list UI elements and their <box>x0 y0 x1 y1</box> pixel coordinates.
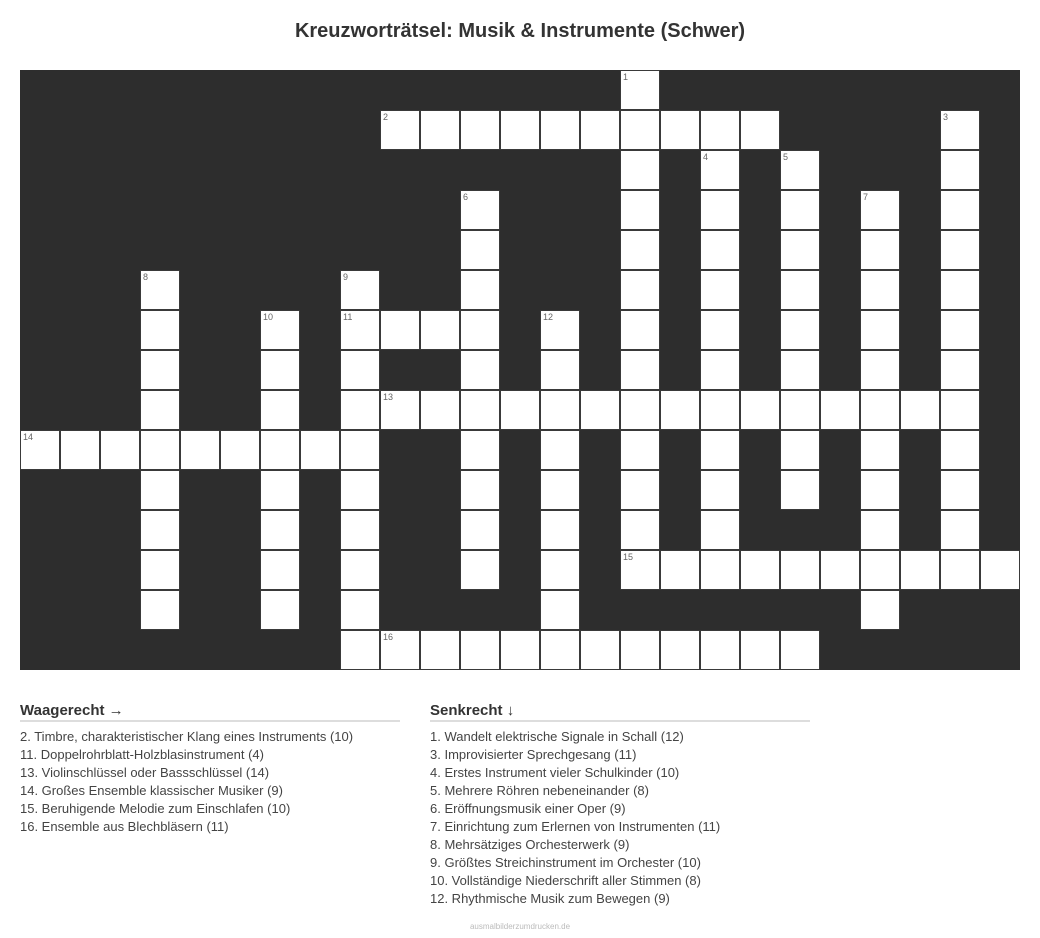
grid-cell[interactable] <box>780 390 820 430</box>
grid-cell[interactable] <box>940 350 980 390</box>
grid-cell[interactable] <box>380 630 420 670</box>
clue-item: 8. Mehrsätziges Orchesterwerk (9) <box>430 837 630 852</box>
clue-item: 1. Wandelt elektrische Signale in Schall (12) <box>430 729 684 744</box>
grid-cell[interactable] <box>260 430 300 470</box>
grid-cell[interactable] <box>340 550 380 590</box>
grid-cell[interactable] <box>700 550 740 590</box>
grid-cell[interactable] <box>540 550 580 590</box>
grid-cell[interactable] <box>620 150 660 190</box>
grid-cell[interactable] <box>860 550 900 590</box>
grid-cell[interactable] <box>780 630 820 670</box>
grid-cell[interactable] <box>700 190 740 230</box>
grid-cell[interactable] <box>260 350 300 390</box>
grid-cell[interactable] <box>700 150 740 190</box>
grid-cell[interactable] <box>460 230 500 270</box>
grid-cell[interactable] <box>260 390 300 430</box>
grid-cell[interactable] <box>860 390 900 430</box>
clue-number: 4 <box>703 152 709 162</box>
grid-cell[interactable] <box>340 310 380 350</box>
grid-cell[interactable] <box>460 470 500 510</box>
grid-cell[interactable] <box>460 270 500 310</box>
grid-cell[interactable] <box>940 110 980 150</box>
clue-item: 7. Einrichtung zum Erlernen von Instrumenten (11) <box>430 819 721 834</box>
across-clue-list <box>20 728 400 836</box>
grid-cell[interactable] <box>940 390 980 430</box>
grid-cell[interactable] <box>260 510 300 550</box>
grid-cell[interactable] <box>420 110 460 150</box>
grid-cell[interactable] <box>940 190 980 230</box>
grid-cell[interactable] <box>820 390 860 430</box>
clue-item: 5. Mehrere Röhren nebeneinander (8) <box>430 783 649 798</box>
grid-cell[interactable] <box>820 550 860 590</box>
grid-cell[interactable] <box>780 150 820 190</box>
down-clues <box>430 702 810 908</box>
grid-cell[interactable] <box>780 270 820 310</box>
grid-cell[interactable] <box>780 190 820 230</box>
grid-cell[interactable] <box>700 110 740 150</box>
grid-cell[interactable] <box>540 310 580 350</box>
grid-cell[interactable] <box>620 510 660 550</box>
grid-cell[interactable] <box>700 430 740 470</box>
grid-cell[interactable] <box>700 350 740 390</box>
grid-cell[interactable] <box>100 430 140 470</box>
grid-cell[interactable] <box>620 390 660 430</box>
grid-cell[interactable] <box>60 430 100 470</box>
clue-number: 3 <box>943 112 949 122</box>
grid-cell[interactable] <box>460 350 500 390</box>
grid-cell[interactable] <box>420 310 460 350</box>
grid-cell[interactable] <box>420 630 460 670</box>
grid-cell[interactable] <box>700 630 740 670</box>
puzzle-title: Kreuzworträtsel: Musik & Instrumente (Schwer) <box>294 20 746 42</box>
grid-cell[interactable] <box>860 590 900 630</box>
clue-number: 8 <box>143 272 149 282</box>
grid-cell[interactable] <box>540 510 580 550</box>
grid-cell[interactable] <box>260 590 300 630</box>
grid-cell[interactable] <box>580 390 620 430</box>
grid-cell[interactable] <box>340 390 380 430</box>
grid-cell[interactable] <box>540 350 580 390</box>
grid-cell[interactable] <box>740 550 780 590</box>
grid-cell[interactable] <box>340 270 380 310</box>
grid-cell[interactable] <box>140 430 180 470</box>
grid-cell[interactable] <box>420 390 460 430</box>
grid-cell[interactable] <box>860 270 900 310</box>
grid-cell[interactable] <box>460 390 500 430</box>
grid-cell[interactable] <box>780 310 820 350</box>
clue-item: 10. Vollständige Niederschrift aller Stimmen (8) <box>430 873 701 888</box>
grid-cell[interactable] <box>860 470 900 510</box>
footer-credit: ausmalbilderzumdrucken.de <box>469 922 571 931</box>
clue-item: 15. Beruhigende Melodie zum Einschlafen (10) <box>20 801 291 816</box>
grid-cell[interactable] <box>940 150 980 190</box>
grid-cell[interactable] <box>700 230 740 270</box>
grid-cell[interactable] <box>220 430 260 470</box>
grid-cell[interactable] <box>620 190 660 230</box>
grid-cell[interactable] <box>940 430 980 470</box>
grid-cell[interactable] <box>700 270 740 310</box>
grid-cell[interactable] <box>660 110 700 150</box>
clue-number: 1 <box>623 72 629 82</box>
grid-cell[interactable] <box>980 550 1020 590</box>
clue-item: 14. Großes Ensemble klassischer Musiker (9) <box>20 783 283 798</box>
grid-cell[interactable] <box>380 390 420 430</box>
down-heading: Senkrecht ↓ <box>430 702 810 722</box>
grid-cell[interactable] <box>580 630 620 670</box>
grid-cell[interactable] <box>540 630 580 670</box>
grid-cell[interactable] <box>700 470 740 510</box>
grid-cell[interactable] <box>780 350 820 390</box>
grid-cell[interactable] <box>940 510 980 550</box>
grid-cell[interactable] <box>740 110 780 150</box>
grid-cell[interactable] <box>940 230 980 270</box>
grid-cell[interactable] <box>140 550 180 590</box>
clue-item: 2. Timbre, charakteristischer Klang eines Instruments (10) <box>20 729 354 744</box>
grid-cell[interactable] <box>700 390 740 430</box>
grid-cell[interactable] <box>500 630 540 670</box>
grid-cell[interactable] <box>900 390 940 430</box>
grid-cell[interactable] <box>260 550 300 590</box>
grid-cell[interactable] <box>540 430 580 470</box>
grid-cell[interactable] <box>140 310 180 350</box>
grid-cell[interactable] <box>140 270 180 310</box>
grid-cell[interactable] <box>540 590 580 630</box>
grid-cell[interactable] <box>340 430 380 470</box>
clue-item: 13. Violinschlüssel oder Bassschlüssel (14) <box>20 765 270 780</box>
clue-number: 2 <box>383 112 389 122</box>
clue-number: 14 <box>23 432 34 442</box>
grid-cell[interactable] <box>700 310 740 350</box>
grid-cell[interactable] <box>500 390 540 430</box>
grid-cell[interactable] <box>540 390 580 430</box>
grid-cell[interactable] <box>460 110 500 150</box>
grid-cell[interactable] <box>460 430 500 470</box>
clue-number: 9 <box>343 272 349 282</box>
clue-number: 6 <box>463 192 469 202</box>
grid-cell[interactable] <box>620 350 660 390</box>
clue-number: 12 <box>543 312 554 322</box>
grid-cell[interactable] <box>140 510 180 550</box>
clue-number: 7 <box>863 192 869 202</box>
clue-number: 11 <box>343 312 353 322</box>
grid-cell[interactable] <box>140 390 180 430</box>
grid-cell[interactable] <box>940 310 980 350</box>
grid-cell[interactable] <box>860 230 900 270</box>
clue-number: 10 <box>263 312 274 322</box>
grid-cell[interactable] <box>620 550 660 590</box>
grid-cell[interactable] <box>260 470 300 510</box>
clue-number: 15 <box>623 552 634 562</box>
grid-cell[interactable] <box>620 230 660 270</box>
grid-cell[interactable] <box>140 590 180 630</box>
grid-cell[interactable] <box>340 470 380 510</box>
clue-item: 4. Erstes Instrument vieler Schulkinder (10) <box>430 765 680 780</box>
grid-cell[interactable] <box>780 550 820 590</box>
across-heading: Waagerecht → <box>20 702 400 722</box>
grid-cell[interactable] <box>540 110 580 150</box>
crossword-grid <box>20 70 1020 670</box>
grid-cell[interactable] <box>900 550 940 590</box>
grid-cell[interactable] <box>300 430 340 470</box>
clue-number: 16 <box>383 632 394 642</box>
grid-cell[interactable] <box>940 550 980 590</box>
grid-cell[interactable] <box>860 510 900 550</box>
grid-cell[interactable] <box>380 110 420 150</box>
grid-cell[interactable] <box>460 510 500 550</box>
grid-cell[interactable] <box>780 470 820 510</box>
grid-cell[interactable] <box>460 190 500 230</box>
clue-item: 12. Rhythmische Musik zum Bewegen (9) <box>430 891 670 906</box>
grid-cell[interactable] <box>620 110 660 150</box>
grid-cell[interactable] <box>380 310 420 350</box>
grid-cell[interactable] <box>780 430 820 470</box>
grid-cell[interactable] <box>940 470 980 510</box>
grid-cell[interactable] <box>460 550 500 590</box>
grid-cell[interactable] <box>580 110 620 150</box>
clue-item: 9. Größtes Streichinstrument im Orchester (10) <box>430 855 701 870</box>
grid-cell[interactable] <box>700 510 740 550</box>
clue-number: 5 <box>783 152 789 162</box>
grid-cell[interactable] <box>460 310 500 350</box>
clue-number: 13 <box>383 392 394 402</box>
grid-cell[interactable] <box>620 630 660 670</box>
grid-cell[interactable] <box>660 390 700 430</box>
clue-item: 3. Improvisierter Sprechgesang (11) <box>430 747 637 762</box>
across-clues <box>20 702 400 836</box>
grid-cell[interactable] <box>140 470 180 510</box>
down-clue-list <box>430 728 810 908</box>
clue-item: 6. Eröffnungsmusik einer Oper (9) <box>430 801 626 816</box>
grid-cell[interactable] <box>860 190 900 230</box>
grid-cell[interactable] <box>780 230 820 270</box>
grid-cell[interactable] <box>740 630 780 670</box>
grid-cell[interactable] <box>620 470 660 510</box>
grid-cell[interactable] <box>260 310 300 350</box>
grid-cell[interactable] <box>20 430 60 470</box>
grid-cell[interactable] <box>340 630 380 670</box>
grid-cell[interactable] <box>500 110 540 150</box>
grid-cell[interactable] <box>660 550 700 590</box>
grid-cell[interactable] <box>460 630 500 670</box>
grid-cell[interactable] <box>660 630 700 670</box>
grid-cell[interactable] <box>540 470 580 510</box>
grid-cell[interactable] <box>340 350 380 390</box>
grid-cell[interactable] <box>860 310 900 350</box>
grid-cell[interactable] <box>860 350 900 390</box>
clue-item: 16. Ensemble aus Blechbläsern (11) <box>20 819 229 834</box>
clue-item: 11. Doppelrohrblatt-Holzblasinstrument (4) <box>20 747 264 762</box>
grid-cell[interactable] <box>140 350 180 390</box>
grid-cell[interactable] <box>620 310 660 350</box>
grid-cell[interactable] <box>620 430 660 470</box>
grid-cell[interactable] <box>740 390 780 430</box>
grid-cell[interactable] <box>340 590 380 630</box>
grid-cell[interactable] <box>620 70 660 110</box>
grid-cell[interactable] <box>860 430 900 470</box>
grid-cell[interactable] <box>940 270 980 310</box>
grid-cell[interactable] <box>620 270 660 310</box>
grid-cell[interactable] <box>180 430 220 470</box>
grid-cell[interactable] <box>340 510 380 550</box>
